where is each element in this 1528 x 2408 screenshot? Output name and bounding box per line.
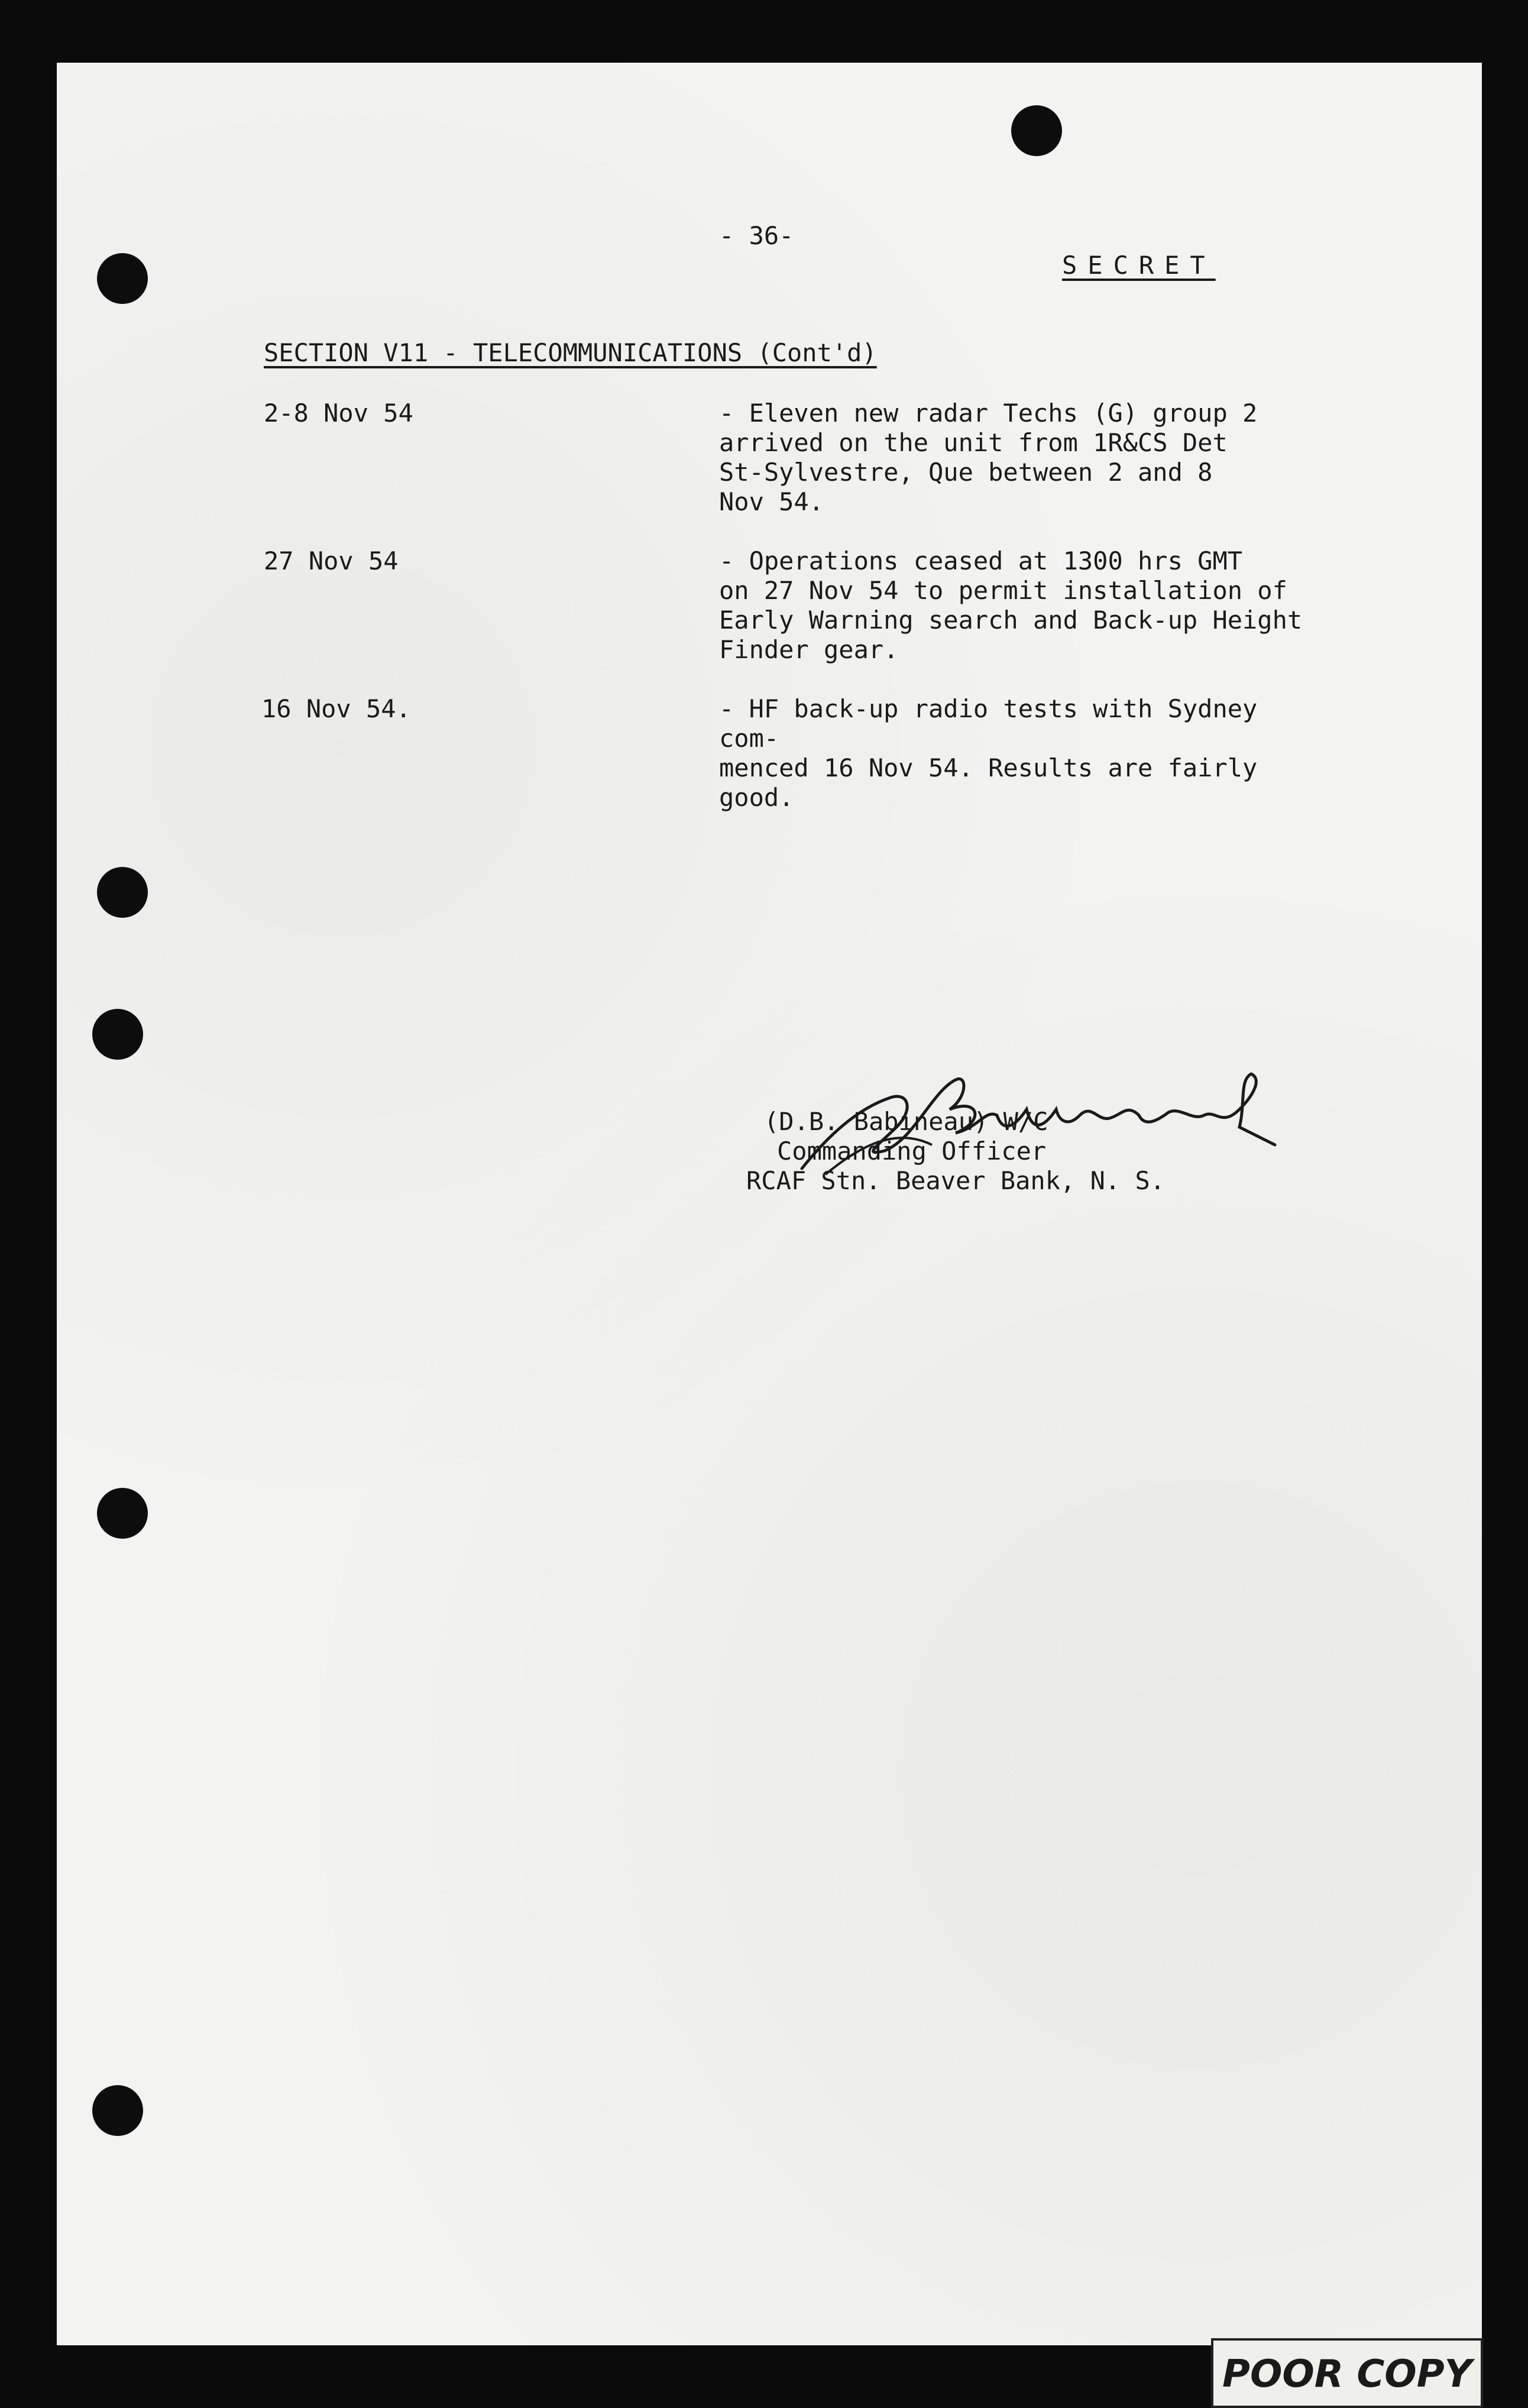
entry-date: 2-8 Nov 54	[264, 399, 413, 428]
entry-date: 16 Nov 54.	[261, 694, 411, 723]
entry-date: 27 Nov 54	[264, 546, 399, 575]
document-page	[57, 63, 1482, 2345]
section-heading: SECTION V11 - TELECOMMUNICATIONS (Cont'd)	[264, 338, 877, 367]
entry-text: - HF back-up radio tests with Sydney com- menced 16 Nov 54. Results are fairly good.	[719, 694, 1258, 812]
punch-hole	[97, 867, 148, 918]
punch-hole	[97, 1488, 148, 1539]
entry-text: - Operations ceased at 1300 hrs GMT on 27 Nov 54 to permit installation of Early Warning search and Back-up Height Finder gear.	[719, 546, 1303, 664]
poor-copy-stamp	[1211, 2338, 1483, 2408]
signatory-name: (D.B. Babineau) W/C	[764, 1107, 1048, 1136]
stamp-label: POOR COPY	[1222, 2352, 1472, 2396]
punch-hole	[97, 253, 148, 304]
punch-hole	[1011, 105, 1062, 156]
punch-hole	[92, 1009, 143, 1060]
signatory-station: RCAF Stn. Beaver Bank, N. S.	[746, 1166, 1166, 1195]
punch-hole	[92, 2085, 143, 2136]
entry-text: - Eleven new radar Techs (G) group 2 arrived on the unit from 1R&CS Det St-Sylvestre, Que between 2 and 8 Nov 54.	[719, 399, 1258, 516]
classification-label: SECRET	[1062, 251, 1216, 280]
signatory-title: Commanding Officer	[777, 1137, 1047, 1166]
page-number: - 36-	[719, 221, 794, 250]
